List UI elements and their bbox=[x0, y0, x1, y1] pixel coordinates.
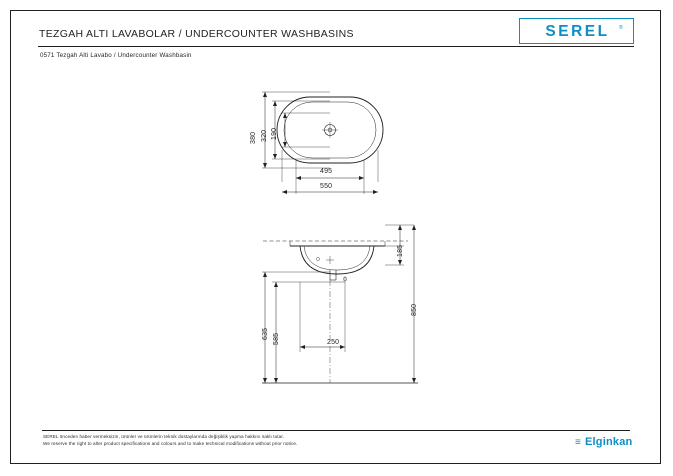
footer-divider bbox=[42, 430, 630, 431]
footer-disclaimer-tr: SEREL önceden haber vermeksizin, ürünler ve ürünlerin teknik dostaylarında değişiklik yapma hakkını saklı tutar. bbox=[43, 434, 285, 439]
serel-logo-text: SEREL bbox=[545, 23, 610, 40]
dim-850: 850 bbox=[411, 303, 418, 316]
dim-585: 585 bbox=[273, 332, 280, 345]
dim-190: 190 bbox=[271, 127, 278, 140]
footer-disclaimer-en: We reserve the right to alter product specifications and colours and to make technical modifications without prior notice. bbox=[43, 441, 298, 446]
product-subtitle: 0571 Tezgah Alti Lavabo / Undercounter Washbasin bbox=[40, 52, 192, 59]
dim-320: 320 bbox=[261, 129, 268, 142]
dim-250: 250 bbox=[327, 339, 340, 346]
elginkan-logo-text: Elginkan bbox=[585, 436, 633, 448]
dim-185: 185 bbox=[397, 244, 404, 257]
dim-635: 635 bbox=[262, 327, 269, 340]
dim-380: 380 bbox=[250, 131, 257, 144]
page-title: TEZGAH ALTI LAVABOLAR / UNDERCOUNTER WASHBASINS bbox=[39, 28, 354, 40]
registered-trademark-icon: ® bbox=[619, 25, 623, 31]
dim-495: 495 bbox=[320, 168, 333, 175]
dim-550: 550 bbox=[320, 183, 333, 190]
elginkan-mark-icon: ≡ bbox=[575, 437, 581, 448]
